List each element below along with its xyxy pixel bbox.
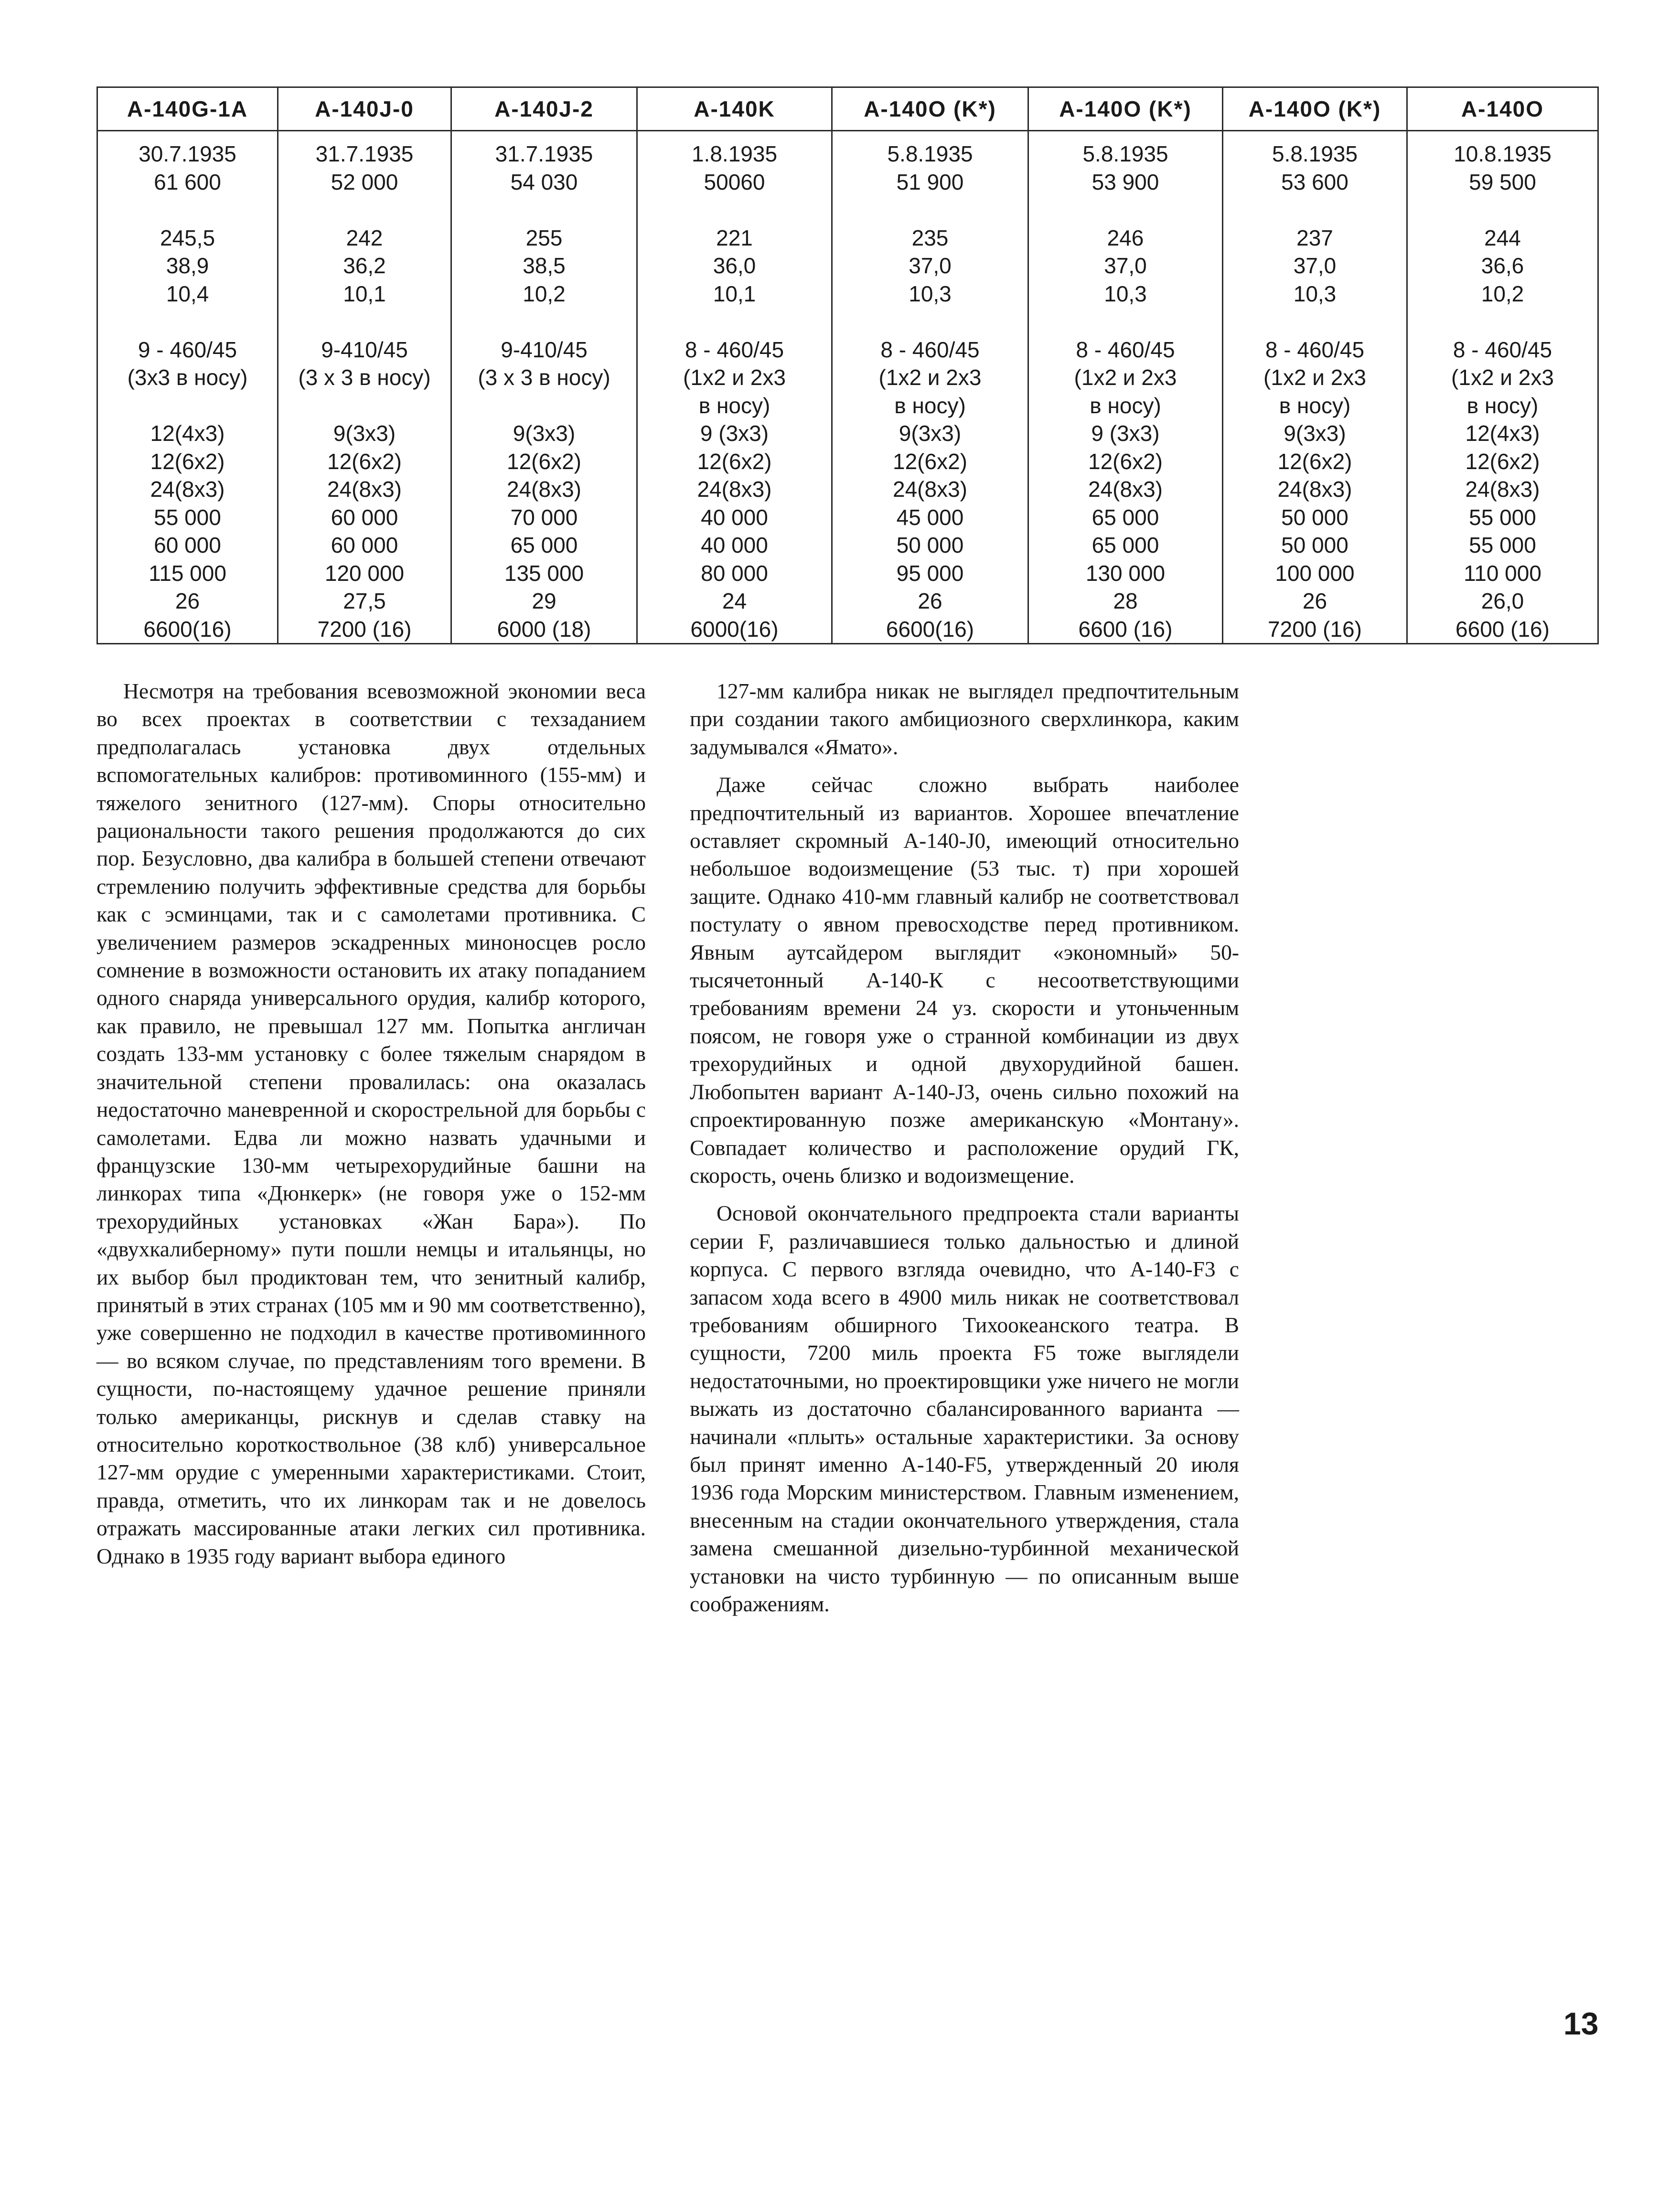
article-left-column [96,677,646,1580]
table-cell-value: 120 000 [324,560,405,586]
table-cell-value: 235 [911,225,949,250]
table-cell-value: 12(6x2) [507,449,581,474]
table-cell-value: в носу) [698,393,770,418]
table-cell-value: (1x2 и 2x3 [878,365,982,390]
table-cell-value: 38,9 [166,253,209,278]
variant-column [97,131,278,644]
table-cell-value: 115 000 [149,560,226,586]
table-cell-value: 130 000 [1085,560,1166,586]
table-cell-value: 6000 (18) [497,616,591,642]
table-cell-value: 50 000 [1281,504,1348,530]
table-cell-value [452,308,636,336]
table-cell-value: 110 000 [1464,560,1541,586]
table-body-row [97,131,1598,644]
table-cell-value: 24(8x3) [1465,477,1540,502]
table-cell-value: 36,0 [713,253,756,278]
table-cell-value: 9(3x3) [333,421,396,446]
table-cell-value [452,392,636,420]
value-list [1408,140,1597,643]
table-cell-value: 9-410/45 [321,337,408,362]
table-cell-value [833,196,1027,224]
table-cell-value: 95 000 [896,560,964,586]
table-cell-value: 26 [918,589,942,613]
table-cell-value: 10,1 [713,281,756,306]
column-header: A-140J-0 [278,87,451,131]
table-cell-value: 61 600 [154,169,221,194]
paragraph: Основой окончательного предпроекта стали варианты серии F, различавшиеся только дальностью и длиной корпуса. С первого взгляда очевидно, что А-140-F3 с запасом хода всего в 4900 миль никак не соответствовал требованиям обширного Тихоокеанского театра. В сущности, 7200 миль проекта F5 тоже выглядели недостаточными, но проектировщики уже ничего не могли выжать из достаточно сбалансированного варианта — начинали «плыть» остальные характеристики. За основу был принят именно А-140-F5, утвержденный 20 июля 1936 года Морским министерством. Главным изменением, внесенным на стадии окончательного утверждения, стала замена смешанной дизельно-турбинной механической установки на чисто турбинную — по описанным выше соображениям. [690,1201,1239,1616]
table-cell-value: 53 900 [1091,169,1159,194]
table-cell-value: 6000(16) [690,616,779,642]
table-cell-value: 12(6x2) [1088,449,1163,474]
table-cell-value: 8 - 460/45 [1453,337,1552,362]
table-cell-value: 10,4 [166,281,209,306]
table-cell-value [638,196,831,224]
table-cell-value: (3 x 3 в носу) [478,365,610,390]
table-cell-value: 7200 (16) [1268,616,1362,642]
table-cell-value: 12(6x2) [893,449,967,474]
table-cell-value [638,308,831,336]
table-cell-value: 9(3x3) [1284,421,1346,446]
value-list [833,140,1027,643]
table-cell-value: 40 000 [701,533,768,557]
column-header: A-140O [1407,87,1598,131]
table-cell-value: 6600(16) [886,616,974,642]
table-cell-value [1408,196,1597,224]
value-list [98,140,277,643]
table-cell-value: 12(6x2) [697,449,772,474]
table-cell-value: 5.8.1935 [1272,141,1358,166]
table-cell-value: 24(8x3) [327,477,402,502]
table-cell-value: 37,0 [1293,253,1337,278]
table-cell-value: (1x2 и 2x3 [683,365,786,390]
table-cell-value: 55 000 [1469,504,1536,530]
page-number: 13 [1563,2006,1599,2041]
table-cell-value: 50060 [704,169,765,194]
table-cell-value: 12(6x2) [150,449,225,474]
table-cell-value: 55 000 [1469,533,1536,557]
table-cell-value: 26 [175,589,200,613]
table-cell-value: 53 600 [1281,169,1348,194]
table-cell-value: 6600 (16) [1455,616,1550,642]
column-header: A-140J-2 [451,87,637,131]
table-cell-value: 1.8.1935 [691,141,778,166]
table-cell-value: 27,5 [343,589,386,613]
value-list [452,140,636,643]
table-cell-value: 237 [1296,225,1333,250]
table-cell-value: 50 000 [896,533,964,557]
table-cell-value: 31.7.1935 [315,141,414,166]
table-cell-value: 9 (3x3) [1091,421,1160,446]
table-cell-value: 9(3x3) [513,421,576,446]
table-cell-value: 244 [1484,225,1521,250]
paragraph: Даже сейчас сложно выбрать наиболее предпочтительный из вариантов. Хорошее впечатление оставляет скромный А-140-J0, имеющий относительно небольшое водоизмещение (53 тыс. т) при хорошей защите. Однако 410-мм главный калибр не соответствовал постулату о явном превосходстве перед противником. Явным аутсайдером выглядит «экономный» 50-тысячетонный А-140-К с несоответствующими требованиям времени 24 уз. скорости и утоньченным поясом, не говоря уже о странной комбинации из двух трехорудийных и одной двухорудийной башен. Любопытен вариант А-140-J3, очень сильно похожий на спроектированную позже американскую «Монтану». Совпадает количество и расположение орудий ГК, скорость, очень близко и водоизмещение. [690,772,1239,1188]
table-cell-value: 65 000 [1091,504,1159,530]
table-cell-value: 12(6x2) [1277,449,1352,474]
table-cell-value: 24(8x3) [150,477,225,502]
table-cell-value [278,392,450,420]
table-cell-value: 12(4x3) [150,421,225,446]
table-cell-value: 245,5 [160,225,215,250]
table-cell-value [1029,196,1222,224]
table-cell-value: 10,2 [1481,281,1524,306]
table-cell-value: 7200 (16) [317,616,412,642]
table-cell-value: 10,3 [1104,281,1147,306]
table-cell-value: 10,3 [909,281,952,306]
paragraph: Несмотря на требования всевозможной экономии веса во всех проектах в соответствии с техзаданием предполагалась установка двух отдельных вспомогательных калибров: противоминного (155-мм) и тяжелого зенитного (127-мм). Споры относительно рациональности такого решения продолжаются до сих пор. Безусловно, два калибра в большей степени отвечают стремлению получить эффективные средства для борьбы как с эсминцами, так и с самолетами противника. С увеличением размеров эскадренных миноносцев росло сомнение в возможности остановить их атаку попаданием одного снаряда универсального орудия, калибр которого, как правило, не превышал 127 мм. Попытка англичан создать 133-мм установку с более тяжелым снарядом в значительной степени провалилась: она оказалась недостаточно маневренной и скорострельной для борьбы с самолетами. Едва ли можно назвать удачными и французские 130-мм четырехорудийные башни на линкорах типа «Дюнкерк» (не говоря уже о 152-мм трехорудийных установках «Жан Бара»). По «двухкалиберному» пути пошли немцы и итальянцы, но их выбор был продиктован тем, что зенитный калибр, принятый в этих странах (105 мм и 90 мм соответственно), уже совершенно не подходил в качестве противоминного — во всяком случае, по представлениям того времени. В сущности, по-настоящему удачное решение приняли только американцы, рискнув и сделав ставку на относительно короткоствольное (38 клб) универсальное 127-мм орудие с умеренными характеристиками. Стоит, правда, отметить, что их линкорам так и не довелось отражать массированные атаки легких сил противника. Однако в 1935 году вариант выбора единого [96,679,646,1568]
table-cell-value: 10.8.1935 [1454,141,1552,166]
table-cell-value: 50 000 [1281,533,1348,557]
table-cell-value: (3x3 в носу) [127,365,248,390]
table-cell-value: 5.8.1935 [1082,141,1168,166]
value-list [638,140,831,643]
table-cell-value: в носу) [1090,393,1161,418]
table-cell-value: 45 000 [896,504,964,530]
table-cell-value: 8 - 460/45 [685,337,784,362]
table-cell-value [98,392,277,420]
table-cell-value: 26,0 [1481,589,1524,613]
table-cell-value: (3 x 3 в носу) [298,365,431,390]
table-cell-value [278,308,450,336]
table-cell-value: 40 000 [701,504,768,530]
table-cell-value: 242 [346,225,383,250]
table-cell-value: 9(3x3) [899,421,962,446]
variant-column [637,131,832,644]
table-cell-value: 100 000 [1275,560,1355,586]
table-cell-value: 31.7.1935 [495,141,593,166]
variant-column [1028,131,1223,644]
variant-column [1407,131,1598,644]
table-cell-value: 38,5 [523,253,566,278]
table-cell-value [1408,308,1597,336]
variant-column [451,131,637,644]
table-cell-value: 255 [525,225,563,250]
variant-column [278,131,451,644]
column-header: A-140O (K*) [1028,87,1223,131]
table-cell-value: 6600 (16) [1078,616,1173,642]
table-cell-value: 24(8x3) [893,477,967,502]
table-cell-value: (1x2 и 2x3 [1074,365,1177,390]
table-cell-value: 8 - 460/45 [1076,337,1175,362]
table-cell-value: 60 000 [331,533,398,557]
table-cell-value: 54 030 [510,169,578,194]
table-cell-value [452,196,636,224]
table-cell-value: 52 000 [331,169,398,194]
table-cell-value [98,308,277,336]
table-cell-value: 8 - 460/45 [880,337,980,362]
table-cell-value: 60 000 [154,533,221,557]
table-cell-value: 9 - 460/45 [138,337,237,362]
table-cell-value: 70 000 [510,504,578,530]
table-cell-value: 10,2 [523,281,566,306]
table-cell-value: 24 [722,589,747,613]
table-cell-value: 24(8x3) [507,477,581,502]
column-header: A-140O (K*) [832,87,1028,131]
column-header: A-140O (K*) [1223,87,1407,131]
table-cell-value: 221 [716,225,753,250]
table-cell-value: 8 - 460/45 [1265,337,1365,362]
value-list [1029,140,1222,643]
table-cell-value: в носу) [894,393,966,418]
table-cell-value: 37,0 [1104,253,1147,278]
table-cell-value: 6600(16) [143,616,232,642]
table-cell-value: 24(8x3) [1277,477,1352,502]
table-cell-value [98,196,277,224]
value-list [1223,140,1406,643]
table-cell-value: 55 000 [154,504,221,530]
specifications-table [96,86,1599,644]
table-cell-value: 65 000 [510,533,578,557]
table-cell-value: в носу) [1466,393,1539,418]
table-cell-value: 9 (3x3) [700,421,769,446]
table-cell-value: 24(8x3) [1088,477,1163,502]
variant-column [832,131,1028,644]
table-cell-value: в носу) [1279,393,1351,418]
table-cell-value: 246 [1107,225,1144,250]
table-cell-value: (1x2 и 2x3 [1263,365,1366,390]
column-header: A-140G-1A [97,87,278,131]
table-cell-value: 9-410/45 [501,337,588,362]
table-cell-value: 10,3 [1293,281,1337,306]
table-cell-value: 12(6x2) [1465,449,1540,474]
table-cell-value [833,308,1027,336]
paragraph: 127-мм калибра никак не выглядел предпочтительным при создании такого амбициозного сверхлинкора, каким задумывался «Ямато». [690,679,1239,759]
table-cell-value: 36,6 [1481,253,1524,278]
value-list [278,140,450,643]
table-cell-value: 10,1 [343,281,386,306]
table-cell-value [278,196,450,224]
table-cell-value: 36,2 [343,253,386,278]
table-cell-value [1223,308,1406,336]
table-cell-value: 26 [1302,589,1327,613]
table-cell-value: 28 [1113,589,1138,613]
table-cell-value: 51 900 [896,169,964,194]
table-cell-value: 65 000 [1091,533,1159,557]
table-cell-value: 37,0 [909,253,952,278]
table-cell-value: 29 [532,589,556,613]
table-cell-value: 59 500 [1469,169,1536,194]
table-cell-value: 30.7.1935 [139,141,236,166]
table-cell-value: 12(6x2) [327,449,402,474]
table-header-row [97,87,1598,131]
table-cell-value [1223,196,1406,224]
article-right-column [690,677,1239,1628]
table-cell-value: 80 000 [701,560,768,586]
table-cell-value: 60 000 [331,504,398,530]
table-cell-value: (1x2 и 2x3 [1451,365,1554,390]
table-cell-value: 135 000 [504,560,584,586]
table-cell-value: 24(8x3) [697,477,772,502]
variant-column [1223,131,1407,644]
table-cell-value: 5.8.1935 [887,141,973,166]
table-cell-value: 12(4x3) [1465,421,1540,446]
column-header: A-140K [637,87,832,131]
table-cell-value [1029,308,1222,336]
